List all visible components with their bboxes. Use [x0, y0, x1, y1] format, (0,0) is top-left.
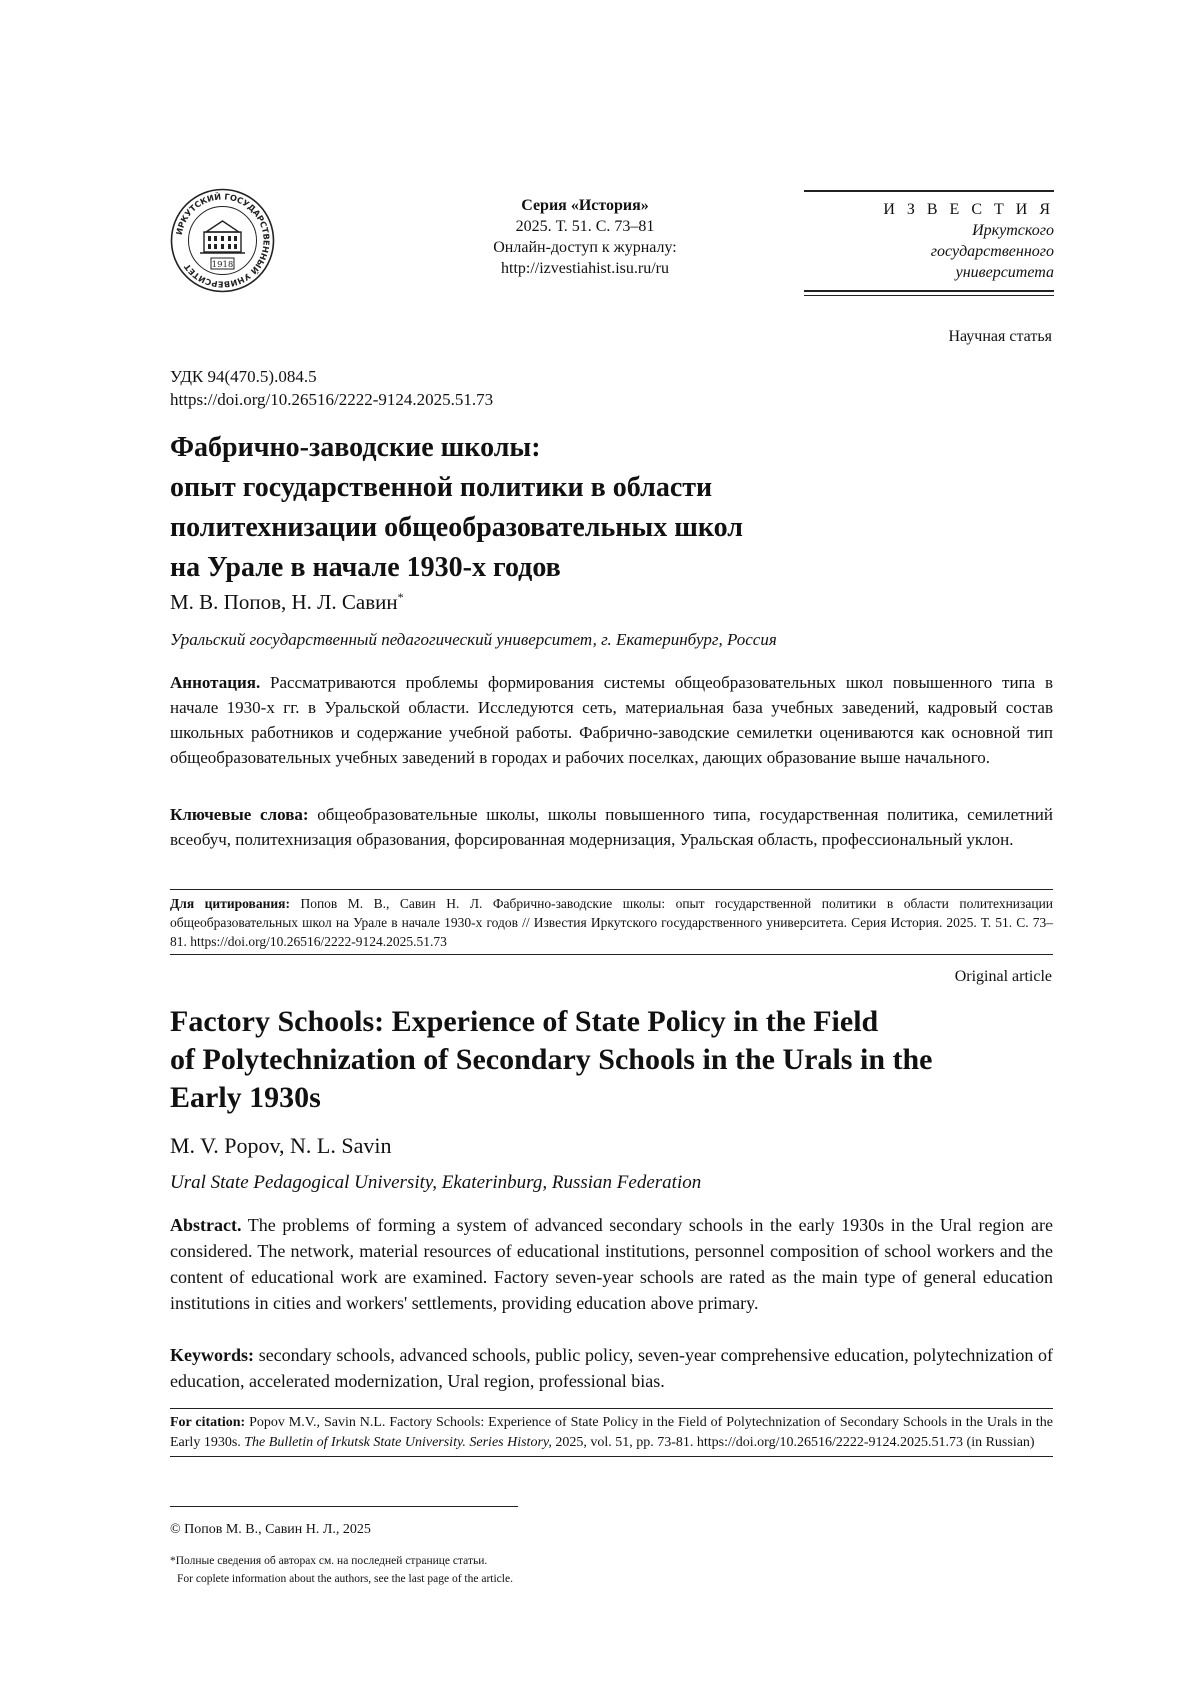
abstract-ru-text: Рассматриваются проблемы формирования системы общеобразовательных школ повышенного типа в начале 1930-х гг. в Уральской области. Исследуются сеть, материальная база учебных заведений, кадровый состав школьных работников и содержание учебной работы. Фабрично-заводские семилетки оцениваются как основной тип общеобразовательных учебных заведений в городах и рабочих поселках, дающих образование выше начального.	[170, 673, 1053, 767]
footnote-en: For coplete information about the authors, see the last page of the article.	[177, 1573, 513, 1585]
udk-code: УДК 94(470.5).084.5	[170, 367, 317, 386]
series-access-label: Онлайн-доступ к журналу:	[493, 239, 677, 256]
citation-en-details: 2025, vol. 51, pp. 73-81. https://doi.org/10.26516/2222-9124.2025.51.73 (in Russian)	[555, 1435, 1035, 1450]
seal-year: 1918	[211, 260, 234, 270]
footnote-ru: *Полные сведения об авторах см. на последней странице статьи.	[170, 1555, 488, 1567]
university-seal-logo	[170, 188, 275, 293]
journal-line-1: И З В Е С Т И Я	[883, 201, 1054, 218]
title-en-line: Factory Schools: Experience of State Policy in the Field	[170, 1005, 879, 1038]
journal-line-4: университета	[955, 264, 1054, 281]
journal-line-2: Иркутского	[972, 222, 1054, 239]
citation-ru-label: Для цитирования:	[170, 896, 290, 911]
authors-ru	[170, 590, 404, 615]
abstract-en-text: The problems of forming a system of advanced secondary schools in the early 1930s in the Ural region are considered. The network, material resources of educational institutions, personnel composition of school workers and the content of educational work are examined. Factory seven-year schools are rated as the main type of general education institutions in cities and workers' settlements, providing education above primary.	[170, 1215, 1053, 1313]
citation-en-text: Popov M.V., Savin N.L. Factory Schools: Experience of State Policy in the Field of Polytechnization of Secondary Schools in the Urals in the Early 1930s.	[170, 1415, 1054, 1450]
title-ru-line: на Урале в начале 1930-х годов	[170, 552, 561, 583]
udk-doi-block	[170, 365, 493, 411]
keywords-en-label: Keywords:	[170, 1345, 254, 1365]
keywords-ru-text: общеобразовательные школы, школы повышенного типа, государственная политика, семилетний всеобуч, политехнизация образования, форсированная модернизация, Уральская область, профессиональный уклон.	[170, 805, 1053, 849]
title-en-line: of Polytechnization of Secondary Schools in the Urals in the	[170, 1043, 933, 1076]
journal-top-rule	[804, 190, 1054, 192]
keywords-ru-label: Ключевые слова:	[170, 805, 309, 824]
article-type-en: Original article	[954, 968, 1052, 985]
abstract-ru	[170, 670, 1053, 770]
title-en	[170, 1003, 1050, 1117]
series-title: Серия «История»	[521, 197, 649, 214]
article-type-ru: Научная статья	[948, 328, 1052, 345]
citation-ru	[170, 889, 1053, 955]
journal-block	[804, 190, 1054, 296]
journal-bottom-rule-thin	[804, 295, 1054, 296]
abstract-en-label: Abstract.	[170, 1215, 242, 1235]
authors-en: M. V. Popov, N. L. Savin	[170, 1133, 392, 1158]
citation-en-label: For citation:	[170, 1415, 246, 1430]
title-en-line: Early 1930s	[170, 1081, 321, 1114]
affiliation-en: Ural State Pedagogical University, Ekaterinburg, Russian Federation	[170, 1172, 702, 1193]
keywords-en-text: secondary schools, advanced schools, public policy, seven-year comprehensive education, polytechnization of education, accelerated modernization, Ural region, professional bias.	[170, 1345, 1054, 1391]
authors-footnote-mark: *	[397, 590, 404, 604]
doi-link-ru[interactable]: https://doi.org/10.26516/2222-9124.2025.51.73	[170, 390, 494, 409]
keywords-ru	[170, 802, 1053, 852]
journal-bottom-rule	[804, 290, 1054, 292]
abstract-ru-label: Аннотация.	[170, 673, 261, 692]
keywords-en	[170, 1342, 1053, 1394]
title-ru-line: политехнизации общеобразовательных школ	[170, 512, 744, 543]
seal-ring-text: ИРКУТСКИЙ ГОСУДАРСТВЕННЫЙ УНИВЕРСИТЕТ	[173, 191, 272, 290]
citation-en-journal: The Bulletin of Irkutsk State University. Series History,	[244, 1435, 552, 1450]
affiliation-ru: Уральский государственный педагогический университет, г. Екатеринбург, Россия	[170, 630, 777, 649]
title-ru-line: опыт государственной политики в области	[170, 472, 713, 503]
citation-ru-text: Попов М. В., Савин Н. Л. Фабрично-заводские школы: опыт государственной политики в области политехнизации общеобразовательных школ на Урале в начале 1930-х годов // Известия Иркутского государственного университета. Серия История. 2025. Т. 51. С. 73–81. https://doi.org/10.26516/2222-9124.2025.51.73	[170, 896, 1054, 949]
title-ru	[170, 428, 1050, 588]
citation-en	[170, 1408, 1053, 1457]
footnote-rule	[170, 1506, 518, 1507]
copyright-note: © Попов М. В., Савин Н. Л., 2025	[170, 1522, 371, 1537]
authors-ru-names: М. В. Попов, Н. Л. Савин	[170, 590, 398, 614]
series-url[interactable]: http://izvestiahist.isu.ru/ru	[501, 260, 669, 277]
abstract-en	[170, 1212, 1053, 1316]
series-info	[430, 195, 740, 279]
journal-line-3: государственного	[930, 243, 1054, 260]
title-ru-line: Фабрично-заводские школы:	[170, 432, 541, 463]
series-volume: 2025. Т. 51. С. 73–81	[515, 218, 655, 235]
